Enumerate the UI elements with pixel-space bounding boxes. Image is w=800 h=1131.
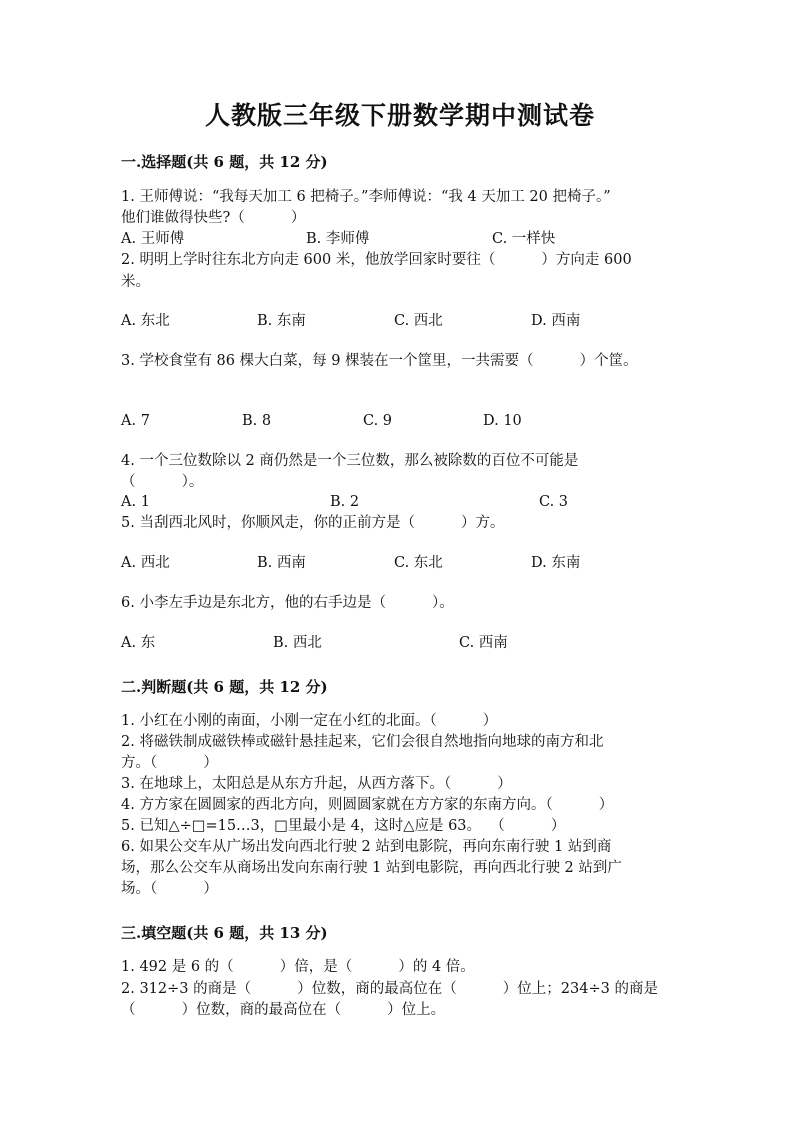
- section-heading-judgement: 二.判断题(共 6 题，共 12 分): [121, 678, 328, 696]
- option: A. 东北: [121, 313, 170, 329]
- option: D. 东南: [531, 555, 581, 571]
- option: C. 西南: [459, 635, 508, 651]
- option: A. 西北: [121, 555, 170, 571]
- option: A. 王师傅: [121, 231, 185, 247]
- question-text: 1. 小红在小刚的南面，小刚一定在小红的北面。（ ）: [121, 713, 498, 729]
- question-text: 4. 方方家在圆圆家的西北方向，则圆圆家就在方方家的东南方向。（ ）: [121, 797, 614, 813]
- question-text: 4. 一个三位数除以 2 商仍然是一个三位数，那么被除数的百位不可能是: [121, 453, 579, 469]
- option: A. 东: [121, 635, 156, 651]
- question-text: 1. 492 是 6 的（ ）倍，是（ ）的 4 倍。: [121, 959, 475, 975]
- section-heading-choice: 一.选择题(共 6 题，共 12 分): [121, 153, 328, 171]
- option: A. 1: [121, 494, 150, 510]
- question-text: 5. 已知△÷□=15…3，□里最小是 4，这时△应是 63。 （ ）: [121, 818, 566, 834]
- question-text: 3. 在地球上，太阳总是从东方升起，从西方落下。（ ）: [121, 776, 512, 792]
- question-text: 场，那么公交车从商场出发向东南行驶 1 站到电影院，再向西北行驶 2 站到广: [121, 860, 622, 876]
- question-text: （ ）位数，商的最高位在（ ）位上。: [121, 1002, 446, 1018]
- question-text: 6. 如果公交车从广场出发向西北行驶 2 站到电影院，再向东南行驶 1 站到商: [121, 839, 612, 855]
- question-text: 6. 小李左手边是东北方，他的右手边是（ ）。: [121, 595, 454, 611]
- option: B. 东南: [257, 313, 306, 329]
- option: C. 西北: [394, 313, 443, 329]
- option: B. 西南: [257, 555, 306, 571]
- option: C. 3: [539, 494, 569, 510]
- question-text: 3. 学校食堂有 86 棵大白菜，每 9 棵装在一个筐里，一共需要（ ）个筐。: [121, 353, 638, 369]
- option: B. 西北: [273, 635, 322, 651]
- question-text: 5. 当刮西北风时，你顺风走，你的正前方是（ ）方。: [121, 515, 505, 531]
- question-text: 他们谁做得快些?（ ）: [121, 210, 306, 226]
- option: D. 10: [483, 413, 522, 429]
- section-heading-fill-blank: 三.填空题(共 6 题，共 13 分): [121, 924, 328, 942]
- option: C. 一样快: [492, 231, 556, 247]
- option: A. 7: [121, 413, 150, 429]
- option: C. 9: [363, 413, 393, 429]
- question-text: 2. 将磁铁制成磁铁棒或磁针悬挂起来，它们会很自然地指向地球的南方和北: [121, 734, 604, 750]
- question-text: 场。（ ）: [121, 881, 218, 897]
- option: D. 西南: [531, 313, 581, 329]
- option: B. 2: [330, 494, 360, 510]
- option: B. 李师傅: [306, 231, 370, 247]
- question-text: 米。: [121, 274, 150, 290]
- option: B. 8: [242, 413, 272, 429]
- question-text: 方。（ ）: [121, 755, 218, 771]
- question-text: 1. 王师傅说：“我每天加工 6 把椅子。”李师傅说：“我 4 天加工 20 把椅子。”: [121, 189, 611, 205]
- page-title: 人教版三年级下册数学期中测试卷: [204, 101, 595, 130]
- question-text: 2. 312÷3 的商是（ ）位数，商的最高位在（ ）位上；234÷3 的商是: [121, 981, 658, 997]
- question-text: 2. 明明上学时往东北方向走 600 米，他放学回家时要往（ ）方向走 600: [121, 252, 632, 268]
- question-text: （ ）。: [121, 474, 204, 490]
- option: C. 东北: [394, 555, 443, 571]
